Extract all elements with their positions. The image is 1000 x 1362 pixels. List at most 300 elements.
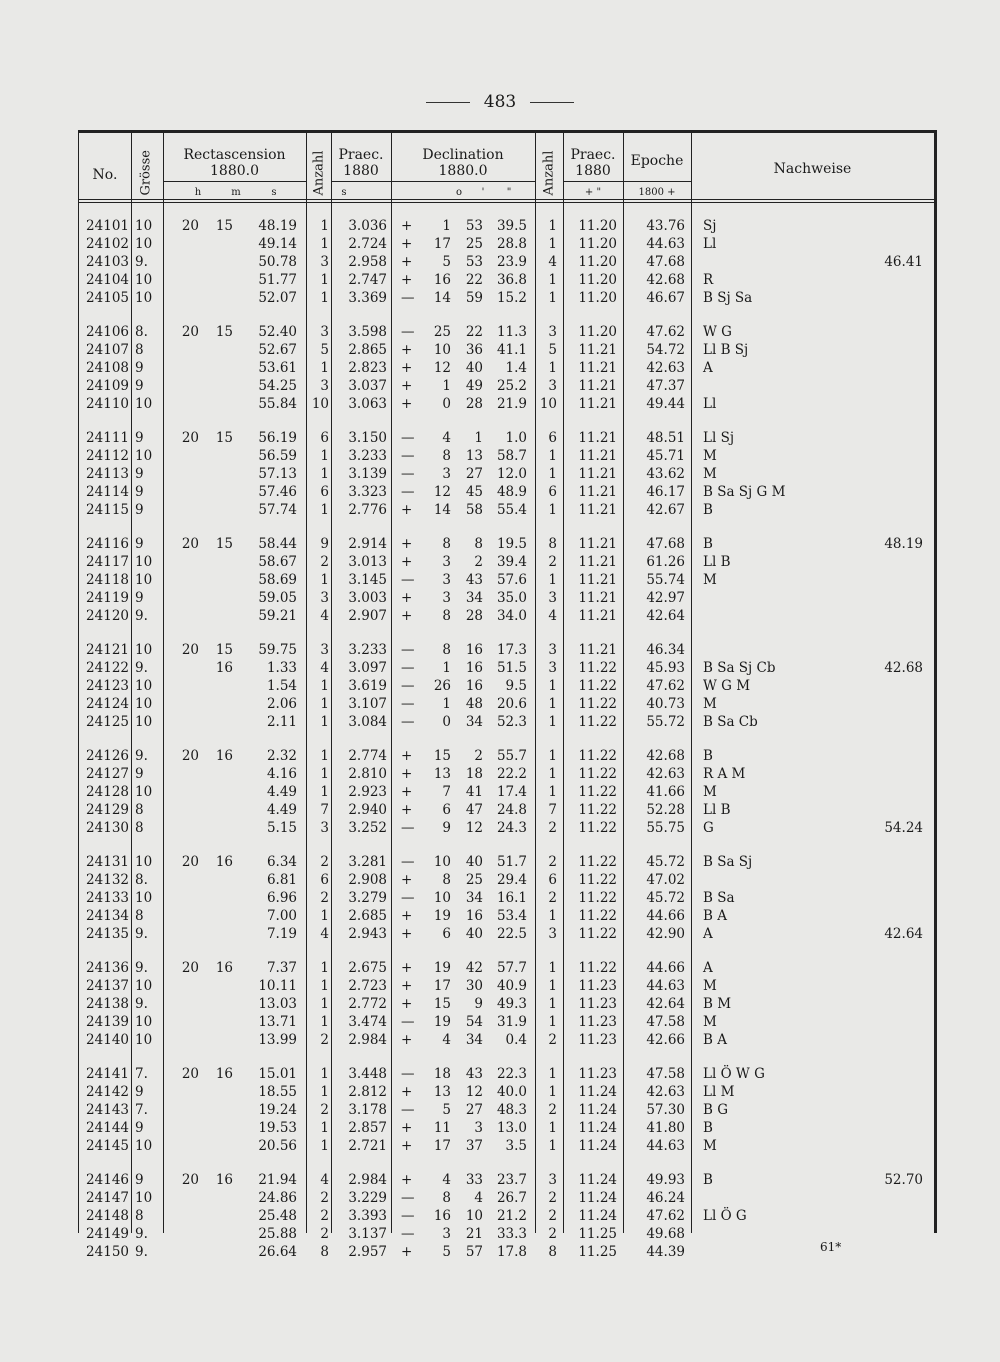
cell-praec-2: 11.20 — [578, 290, 617, 306]
cell-dec-deg: 10 — [433, 890, 451, 906]
cell-anzahl-1: 1 — [320, 1138, 329, 1154]
cell-anzahl-2: 1 — [548, 1066, 557, 1082]
cell-nachweise: R A M — [703, 766, 746, 782]
cell-praec-2: 11.22 — [578, 660, 617, 676]
cell-dec-min: 37 — [465, 1138, 483, 1154]
cell-groesse: 10 — [135, 1014, 153, 1030]
cell-anzahl-1: 2 — [320, 854, 329, 870]
cell-ra-s: 25.88 — [258, 1226, 297, 1242]
cell-dec-deg: 6 — [442, 926, 451, 942]
cell-dec-min: 16 — [465, 908, 483, 924]
cell-dec-min: 28 — [465, 396, 483, 412]
cell-dec-deg: 5 — [442, 1244, 451, 1260]
cell-praec-1: 2.774 — [348, 748, 387, 764]
cell-dec-deg: 25 — [433, 324, 451, 340]
cell-dec-min: 25 — [465, 236, 483, 252]
cell-nachweise: M — [703, 572, 717, 588]
cell-praec-1: 2.823 — [348, 360, 387, 376]
cell-praec-1: 3.013 — [348, 554, 387, 570]
cell-epoche: 42.68 — [646, 272, 685, 288]
header-anzahl-2: Anzahl — [541, 150, 557, 196]
cell-dec-sign: + — [401, 996, 413, 1012]
cell-nachweise: Sj — [703, 218, 717, 234]
cell-ra-h: 20 — [181, 1172, 199, 1188]
cell-praec-2: 11.21 — [578, 536, 617, 552]
cell-praec-2: 11.21 — [578, 608, 617, 624]
cell-dec-sec: 22.3 — [496, 1066, 527, 1082]
cell-epoche: 42.64 — [646, 996, 685, 1012]
cell-anzahl-1: 3 — [320, 378, 329, 394]
cell-dec-min: 43 — [465, 1066, 483, 1082]
cell-anzahl-1: 7 — [320, 802, 329, 818]
cell-dec-min: 12 — [465, 1084, 483, 1100]
cell-dec-sec: 17.3 — [496, 642, 527, 658]
cell-ra-s: 59.21 — [258, 608, 297, 624]
cell-groesse: 9. — [135, 660, 148, 676]
cell-dec-sign: + — [401, 396, 413, 412]
cell-nachweise: B Sj Sa — [703, 290, 753, 306]
cell-nachweise: Ll B Sj — [703, 342, 749, 358]
cell-dec-deg: 15 — [433, 748, 451, 764]
cell-dec-deg: 1 — [442, 696, 451, 712]
cell-dec-deg: 11 — [433, 1120, 451, 1136]
cell-dec-sec: 22.5 — [496, 926, 527, 942]
cell-dec-sign: + — [401, 342, 413, 358]
cell-dec-min: 57 — [465, 1244, 483, 1260]
cell-praec-2: 11.22 — [578, 908, 617, 924]
cell-anzahl-2: 1 — [548, 236, 557, 252]
cell-anzahl-1: 2 — [320, 1190, 329, 1206]
cell-ra-s: 7.37 — [266, 960, 297, 976]
cell-dec-sec: 39.5 — [496, 218, 527, 234]
cell-dec-min: 18 — [465, 766, 483, 782]
cell-nachweise: B Sa Sj — [703, 854, 753, 870]
cell-nachweise: Ll Sj — [703, 430, 735, 446]
cell-anzahl-1: 3 — [320, 324, 329, 340]
cell-dec-sec: 11.3 — [496, 324, 527, 340]
cell-no: 24127 — [86, 766, 129, 782]
cell-no: 24142 — [86, 1084, 129, 1100]
header-groesse: Grösse — [138, 150, 154, 196]
cell-ra-m: 15 — [215, 324, 233, 340]
cell-epoche: 44.66 — [646, 960, 685, 976]
cell-anzahl-1: 2 — [320, 1208, 329, 1224]
cell-praec-1: 3.097 — [348, 660, 387, 676]
cell-groesse: 10 — [135, 784, 153, 800]
cell-praec-1: 3.003 — [348, 590, 387, 606]
header-rectascension: Rectascension — [183, 147, 286, 163]
cell-dec-deg: 3 — [442, 1226, 451, 1242]
cell-groesse: 10 — [135, 890, 153, 906]
cell-praec-2: 11.21 — [578, 590, 617, 606]
cell-dec-sign: + — [401, 1032, 413, 1048]
header-praec-2: Praec. — [570, 147, 616, 163]
cell-ra-s: 15.01 — [258, 1066, 297, 1082]
cell-nachweise: M — [703, 978, 717, 994]
cell-dec-sec: 15.2 — [496, 290, 527, 306]
cell-dec-sign: + — [401, 926, 413, 942]
cell-dec-sign: + — [401, 360, 413, 376]
cell-groesse: 9 — [135, 360, 144, 376]
cell-groesse: 9 — [135, 1084, 144, 1100]
cell-anzahl-1: 1 — [320, 360, 329, 376]
cell-no: 24145 — [86, 1138, 129, 1154]
table-body — [79, 133, 934, 1260]
cell-no: 24103 — [86, 254, 129, 270]
cell-groesse: 9. — [135, 1244, 148, 1260]
cell-no: 24119 — [86, 590, 129, 606]
cell-praec-1: 2.810 — [348, 766, 387, 782]
cell-no: 24149 — [86, 1226, 129, 1242]
cell-praec-2: 11.24 — [578, 1138, 617, 1154]
page-number — [0, 92, 1000, 112]
cell-anzahl-1: 1 — [320, 218, 329, 234]
header-epoche-unit: 1800 + — [638, 187, 676, 198]
cell-anzahl-1: 9 — [320, 536, 329, 552]
cell-ra-s: 51.77 — [258, 272, 297, 288]
cell-ra-s: 7.19 — [266, 926, 297, 942]
cell-groesse: 9 — [135, 536, 144, 552]
cell-anzahl-2: 1 — [548, 996, 557, 1012]
cell-dec-sign: + — [401, 254, 413, 270]
cell-dec-sign: + — [401, 978, 413, 994]
cell-nachweise: W G — [703, 324, 732, 340]
cell-dec-sign: — — [401, 1014, 415, 1030]
cell-ra-s: 59.05 — [258, 590, 297, 606]
cell-nachweise: G — [703, 820, 714, 836]
cell-dec-deg: 1 — [442, 378, 451, 394]
cell-praec-2: 11.23 — [578, 996, 617, 1012]
cell-praec-2: 11.24 — [578, 1120, 617, 1136]
cell-anzahl-1: 2 — [320, 1032, 329, 1048]
cell-epoche: 45.93 — [646, 660, 685, 676]
cell-epoche: 46.17 — [646, 484, 685, 500]
cell-ra-s: 19.53 — [258, 1120, 297, 1136]
cell-ra-s: 2.32 — [266, 748, 297, 764]
cell-praec-1: 3.233 — [348, 642, 387, 658]
cell-praec-1: 3.252 — [348, 820, 387, 836]
cell-dec-min: 22 — [465, 272, 483, 288]
cell-praec-1: 3.037 — [348, 378, 387, 394]
cell-praec-1: 2.958 — [348, 254, 387, 270]
cell-margin-note: 42.68 — [884, 660, 923, 676]
header-epoche: Epoche — [630, 153, 684, 169]
cell-praec-1: 2.857 — [348, 1120, 387, 1136]
header-declination: Declination — [422, 147, 504, 163]
cell-no: 24131 — [86, 854, 129, 870]
cell-ra-s: 54.25 — [258, 378, 297, 394]
cell-anzahl-2: 6 — [548, 430, 557, 446]
cell-dec-min: 53 — [465, 254, 483, 270]
cell-dec-min: 22 — [465, 324, 483, 340]
cell-dec-sec: 17.8 — [496, 1244, 527, 1260]
header-ra-unit-h: h — [194, 187, 202, 198]
cell-dec-min: 54 — [465, 1014, 483, 1030]
cell-praec-2: 11.20 — [578, 254, 617, 270]
cell-ra-s: 59.75 — [258, 642, 297, 658]
cell-anzahl-1: 1 — [320, 696, 329, 712]
cell-ra-s: 20.56 — [258, 1138, 297, 1154]
cell-praec-2: 11.24 — [578, 1084, 617, 1100]
cell-praec-1: 2.675 — [348, 960, 387, 976]
cell-dec-min: 40 — [465, 926, 483, 942]
cell-no: 24128 — [86, 784, 129, 800]
cell-dec-sec: 20.6 — [496, 696, 527, 712]
page-number-text: 483 — [483, 92, 517, 112]
cell-praec-1: 3.323 — [348, 484, 387, 500]
cell-dec-deg: 8 — [442, 448, 451, 464]
cell-anzahl-1: 1 — [320, 272, 329, 288]
cell-anzahl-2: 1 — [548, 678, 557, 694]
cell-anzahl-2: 1 — [548, 1084, 557, 1100]
cell-dec-sec: 55.7 — [496, 748, 527, 764]
cell-margin-note: 42.64 — [884, 926, 923, 942]
cell-dec-sign: — — [401, 696, 415, 712]
cell-no: 24105 — [86, 290, 129, 306]
cell-groesse: 9. — [135, 996, 148, 1012]
cell-dec-min: 40 — [465, 360, 483, 376]
cell-dec-sec: 34.0 — [496, 608, 527, 624]
cell-dec-sign: + — [401, 960, 413, 976]
cell-nachweise: B — [703, 748, 713, 764]
cell-groesse: 8 — [135, 1208, 144, 1224]
cell-ra-s: 58.44 — [258, 536, 297, 552]
cell-dec-sign: — — [401, 678, 415, 694]
cell-ra-h: 20 — [181, 430, 199, 446]
cell-dec-deg: 19 — [433, 1014, 451, 1030]
cell-dec-sign: — — [401, 572, 415, 588]
cell-dec-sec: 24.8 — [496, 802, 527, 818]
cell-dec-sign: + — [401, 748, 413, 764]
cell-dec-sign: — — [401, 1190, 415, 1206]
cell-dec-sec: 53.4 — [496, 908, 527, 924]
cell-praec-1: 2.923 — [348, 784, 387, 800]
cell-dec-min: 16 — [465, 660, 483, 676]
cell-dec-sec: 22.2 — [496, 766, 527, 782]
cell-dec-sign: — — [401, 290, 415, 306]
cell-groesse: 9 — [135, 766, 144, 782]
cell-dec-sign: — — [401, 714, 415, 730]
cell-anzahl-1: 1 — [320, 766, 329, 782]
cell-ra-m: 16 — [215, 854, 233, 870]
cell-epoche: 42.63 — [646, 360, 685, 376]
cell-dec-sign: — — [401, 466, 415, 482]
cell-dec-min: 45 — [465, 484, 483, 500]
cell-anzahl-1: 1 — [320, 572, 329, 588]
cell-epoche: 54.72 — [646, 342, 685, 358]
cell-no: 24140 — [86, 1032, 129, 1048]
cell-anzahl-2: 1 — [548, 784, 557, 800]
cell-nachweise: M — [703, 1138, 717, 1154]
cell-anzahl-2: 3 — [548, 378, 557, 394]
cell-dec-sec: 13.0 — [496, 1120, 527, 1136]
cell-dec-deg: 19 — [433, 960, 451, 976]
cell-dec-min: 4 — [474, 1190, 483, 1206]
cell-dec-deg: 10 — [433, 342, 451, 358]
cell-no: 24148 — [86, 1208, 129, 1224]
cell-dec-sec: 1.0 — [505, 430, 527, 446]
cell-dec-deg: 16 — [433, 272, 451, 288]
cell-groesse: 9. — [135, 608, 148, 624]
cell-epoche: 43.76 — [646, 218, 685, 234]
cell-dec-sign: + — [401, 378, 413, 394]
cell-dec-min: 2 — [474, 554, 483, 570]
cell-groesse: 9 — [135, 590, 144, 606]
cell-dec-sec: 55.4 — [496, 502, 527, 518]
cell-ra-s: 10.11 — [258, 978, 297, 994]
cell-nachweise: B Sa Cb — [703, 714, 758, 730]
cell-ra-s: 57.13 — [258, 466, 297, 482]
cell-dec-deg: 9 — [442, 820, 451, 836]
cell-ra-h: 20 — [181, 960, 199, 976]
cell-praec-2: 11.24 — [578, 1190, 617, 1206]
cell-epoche: 42.67 — [646, 502, 685, 518]
cell-dec-deg: 17 — [433, 1138, 451, 1154]
cell-dec-sec: 0.4 — [505, 1032, 527, 1048]
cell-praec-2: 11.21 — [578, 572, 617, 588]
cell-no: 24150 — [86, 1244, 129, 1260]
cell-anzahl-2: 8 — [548, 536, 557, 552]
cell-anzahl-1: 1 — [320, 1120, 329, 1136]
cell-nachweise: M — [703, 466, 717, 482]
cell-dec-deg: 19 — [433, 908, 451, 924]
cell-praec-2: 11.22 — [578, 748, 617, 764]
cell-groesse: 8 — [135, 908, 144, 924]
cell-praec-2: 11.21 — [578, 430, 617, 446]
cell-anzahl-1: 8 — [320, 1244, 329, 1260]
cell-dec-deg: 3 — [442, 590, 451, 606]
cell-no: 24118 — [86, 572, 129, 588]
cell-dec-sec: 36.8 — [496, 272, 527, 288]
cell-epoche: 44.63 — [646, 1138, 685, 1154]
cell-praec-2: 11.20 — [578, 324, 617, 340]
cell-anzahl-1: 1 — [320, 748, 329, 764]
cell-ra-s: 56.19 — [258, 430, 297, 446]
cell-epoche: 42.68 — [646, 748, 685, 764]
cell-dec-deg: 8 — [442, 642, 451, 658]
cell-anzahl-1: 4 — [320, 660, 329, 676]
cell-no: 24130 — [86, 820, 129, 836]
cell-dec-sign: — — [401, 820, 415, 836]
cell-praec-2: 11.22 — [578, 678, 617, 694]
cell-no: 24104 — [86, 272, 129, 288]
cell-no: 24107 — [86, 342, 129, 358]
cell-ra-m: 15 — [215, 218, 233, 234]
cell-no: 24101 — [86, 218, 129, 234]
cell-anzahl-2: 3 — [548, 1172, 557, 1188]
cell-epoche: 47.68 — [646, 536, 685, 552]
cell-praec-2: 11.21 — [578, 484, 617, 500]
cell-ra-h: 20 — [181, 642, 199, 658]
cell-epoche: 61.26 — [646, 554, 685, 570]
cell-dec-sign: + — [401, 908, 413, 924]
cell-epoche: 47.62 — [646, 324, 685, 340]
cell-no: 24129 — [86, 802, 129, 818]
cell-dec-min: 16 — [465, 678, 483, 694]
cell-groesse: 10 — [135, 236, 153, 252]
cell-dec-deg: 14 — [433, 290, 451, 306]
cell-nachweise: B G — [703, 1102, 728, 1118]
cell-praec-2: 11.22 — [578, 696, 617, 712]
cell-praec-2: 11.22 — [578, 802, 617, 818]
cell-groesse: 10 — [135, 854, 153, 870]
cell-praec-1: 2.908 — [348, 872, 387, 888]
cell-nachweise: M — [703, 448, 717, 464]
cell-dec-deg: 12 — [433, 484, 451, 500]
cell-anzahl-2: 1 — [548, 218, 557, 234]
cell-praec-2: 11.22 — [578, 926, 617, 942]
cell-anzahl-1: 1 — [320, 290, 329, 306]
cell-dec-sign: — — [401, 854, 415, 870]
cell-groesse: 8 — [135, 820, 144, 836]
cell-dec-sign: — — [401, 890, 415, 906]
cell-epoche: 47.62 — [646, 1208, 685, 1224]
cell-praec-1: 3.281 — [348, 854, 387, 870]
cell-anzahl-1: 5 — [320, 342, 329, 358]
cell-anzahl-1: 4 — [320, 926, 329, 942]
cell-praec-2: 11.21 — [578, 502, 617, 518]
cell-nachweise: M — [703, 784, 717, 800]
cell-ra-s: 57.74 — [258, 502, 297, 518]
cell-dec-sec: 40.9 — [496, 978, 527, 994]
cell-ra-s: 2.11 — [266, 714, 297, 730]
cell-praec-2: 11.22 — [578, 854, 617, 870]
cell-dec-sec: 51.5 — [496, 660, 527, 676]
cell-epoche: 47.58 — [646, 1014, 685, 1030]
cell-dec-sign: + — [401, 784, 413, 800]
cell-dec-deg: 10 — [433, 854, 451, 870]
cell-no: 24134 — [86, 908, 129, 924]
cell-no: 24122 — [86, 660, 129, 676]
cell-epoche: 47.02 — [646, 872, 685, 888]
cell-dec-min: 10 — [465, 1208, 483, 1224]
cell-anzahl-1: 3 — [320, 642, 329, 658]
cell-ra-m: 16 — [215, 1066, 233, 1082]
header-praec-1: Praec. — [338, 147, 384, 163]
cell-praec-2: 11.24 — [578, 1102, 617, 1118]
cell-nachweise: Ll Ö G — [703, 1208, 747, 1224]
cell-praec-1: 2.865 — [348, 342, 387, 358]
cell-praec-1: 3.233 — [348, 448, 387, 464]
cell-no: 24109 — [86, 378, 129, 394]
cell-no: 24116 — [86, 536, 129, 552]
cell-praec-2: 11.23 — [578, 1014, 617, 1030]
cell-anzahl-2: 1 — [548, 908, 557, 924]
cell-dec-deg: 13 — [433, 1084, 451, 1100]
cell-anzahl-1: 1 — [320, 678, 329, 694]
cell-no: 24125 — [86, 714, 129, 730]
cell-dec-deg: 14 — [433, 502, 451, 518]
cell-nachweise: B Sa — [703, 890, 735, 906]
cell-ra-m: 16 — [215, 660, 233, 676]
cell-ra-s: 13.03 — [258, 996, 297, 1012]
cell-nachweise: B — [703, 1172, 713, 1188]
cell-ra-s: 53.61 — [258, 360, 297, 376]
cell-anzahl-1: 1 — [320, 502, 329, 518]
cell-groesse: 10 — [135, 554, 153, 570]
header-ra-unit-m: m — [231, 187, 241, 198]
header-nachweise: Nachweise — [773, 161, 852, 177]
cell-no: 24123 — [86, 678, 129, 694]
cell-dec-min: 41 — [465, 784, 483, 800]
cell-no: 24112 — [86, 448, 129, 464]
cell-anzahl-2: 1 — [548, 748, 557, 764]
cell-ra-s: 6.81 — [266, 872, 297, 888]
cell-anzahl-2: 4 — [548, 254, 557, 270]
cell-anzahl-1: 6 — [320, 872, 329, 888]
cell-ra-s: 24.86 — [258, 1190, 297, 1206]
cell-epoche: 45.72 — [646, 854, 685, 870]
